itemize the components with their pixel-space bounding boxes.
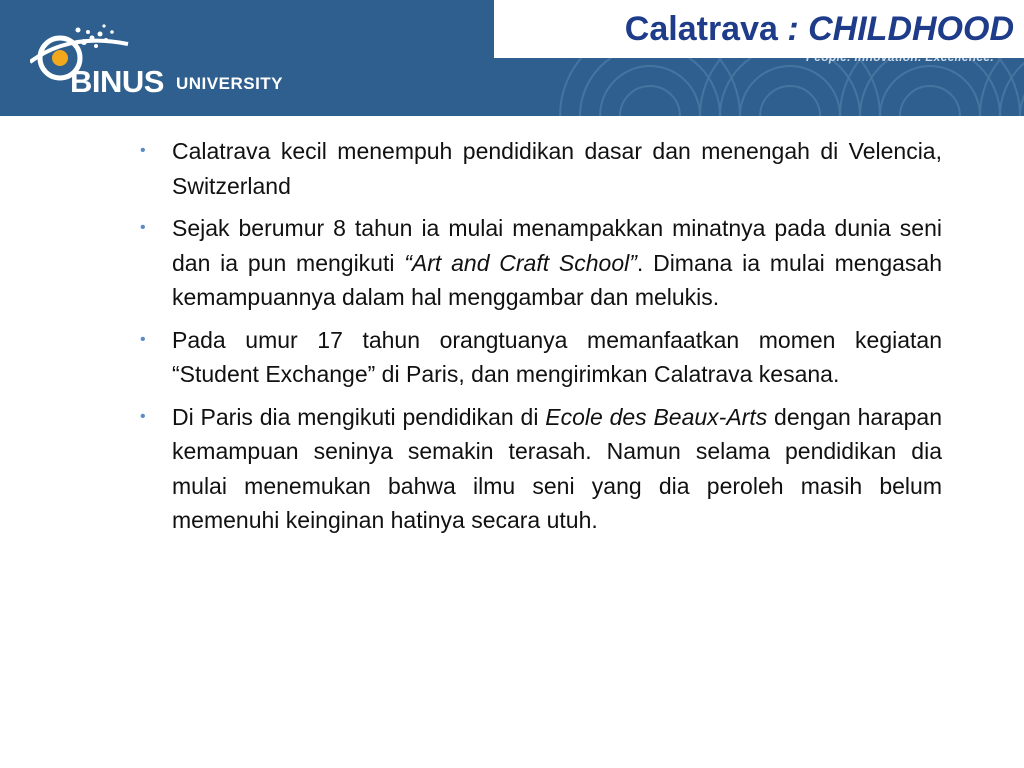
bullet-item [140,323,942,392]
bullet-text [172,211,942,315]
bullet-item [140,134,942,203]
slide-content [140,134,942,546]
bullet-item [140,400,942,538]
logo-university-text: UNIVERSITY [176,74,284,93]
logo-binus-text: BINUS [70,64,164,99]
bullet-list [140,134,942,538]
page-title [625,10,1014,49]
binus-logo [30,18,300,100]
bullet-text [172,400,942,538]
bullet-text-post: dengan harapan kemampuan seninya semakin terasah. Namun selama pendidikan dia mulai menemukan bahwa ilmu seni yang dia peroleh masih belum memenuhi keinginan hatinya secara utuh. [172,403,942,533]
bullet-text-pre: Sejak berumur 8 tahun ia mulai menampakkan minatnya pada dunia seni dan ia pun mengikuti [172,215,942,276]
title-main: Calatrava [624,9,778,48]
title-box [494,0,1024,58]
bullet-text-italic: “Art and Craft School” [404,249,637,276]
bullet-dot-icon: • [140,330,146,348]
bullet-text: Pada umur 17 tahun orangtuanya memanfaatkan momen kegiatan “Student Exchange” di Paris, dan mengirimkan Calatrava kesana. [172,326,942,387]
bullet-item [140,211,942,315]
bullet-dot-icon: • [140,219,146,236]
title-sub: : CHILDHOOD [777,9,1014,48]
bullet-dot-icon: • [140,142,146,159]
bullet-text: Calatrava kecil menempuh pendidikan dasar dan menengah di Velencia, Switzerland [172,138,942,199]
bullet-dot-icon: • [140,407,146,425]
bullet-text-pre: Di Paris dia mengikuti pendidikan di [172,403,546,430]
bullet-text-italic: Ecole des Beaux-Arts [545,403,768,430]
bullet-text-post: . Dimana ia mulai mengasah kemampuannya dalam hal menggambar dan melukis. [172,249,942,310]
